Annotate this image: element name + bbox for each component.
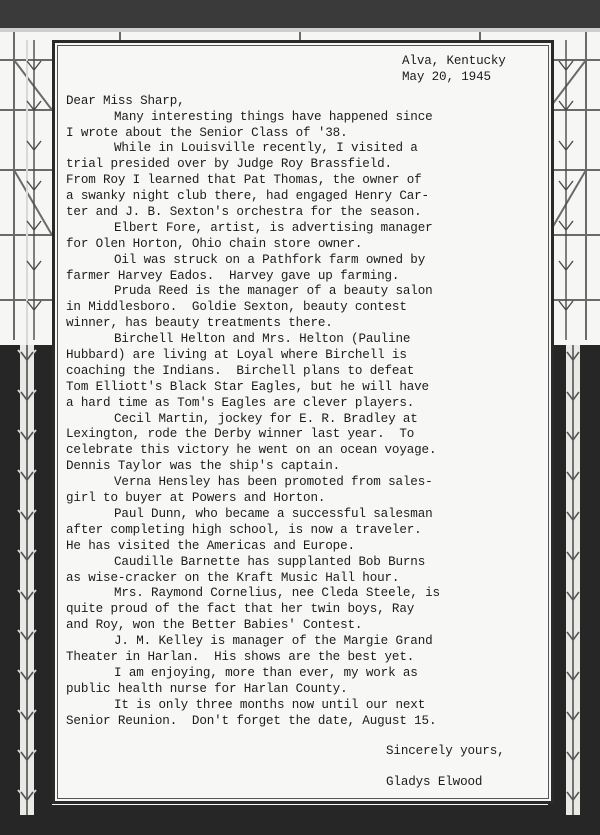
letter-line: Many interesting things have happened since <box>114 109 433 124</box>
letter-signature: Gladys Elwood <box>386 775 483 790</box>
letter-place: Alva, Kentucky <box>402 54 506 68</box>
letter-line: Caudille Barnette has supplanted Bob Burns <box>114 554 426 569</box>
letter-line: While in Louisville recently, I visited a <box>114 141 418 156</box>
letter-line: trial presided over by Judge Roy Brassfield. <box>66 157 392 172</box>
letter-line: Hubbard) are living at Loyal where Birchell is <box>66 348 407 363</box>
letter-line: winner, has beauty treatments there. <box>66 316 333 331</box>
letter-line: ter and J. B. Sexton's orchestra for the season. <box>66 205 422 220</box>
letter-line: He has visited the Americas and Europe. <box>66 538 355 553</box>
letter-line: quite proud of the fact that her twin boys, Ray <box>66 602 415 617</box>
letter-line: girl to buyer at Powers and Horton. <box>66 491 326 506</box>
letter-line: and Roy, won the Better Babies' Contest. <box>66 618 363 633</box>
letter-line: From Roy I learned that Pat Thomas, the owner of <box>66 173 422 188</box>
letter-text <box>66 54 542 791</box>
letter-line: Dennis Taylor was the ship's captain. <box>66 459 341 474</box>
letter-line: Senior Reunion. Don't forget the date, August 15. <box>66 713 437 728</box>
letter-line: Lexington, rode the Derby winner last year. To <box>66 427 415 442</box>
letter-line: Verna Hensley has been promoted from sales- <box>114 475 433 490</box>
letter-line: Theater in Harlan. His shows are the best yet. <box>66 649 415 664</box>
letter-line: I am enjoying, more than ever, my work as <box>114 665 418 680</box>
letter-body <box>66 110 542 730</box>
letter-line: It is only three months now until our next <box>114 697 426 712</box>
letter-line: J. M. Kelley is manager of the Margie Grand <box>114 634 433 649</box>
letter-line: Elbert Fore, artist, is advertising manager <box>114 220 433 235</box>
letter-line: after completing high school, is now a traveler. <box>66 522 422 537</box>
letter-line: celebrate this victory he went on an ocean voyage. <box>66 443 437 458</box>
letter-line: Birchell Helton and Mrs. Helton (Pauline <box>114 332 411 347</box>
letter-line: Pruda Reed is the manager of a beauty salon <box>114 284 433 299</box>
letter-line: as wise-cracker on the Kraft Music Hall hour. <box>66 570 400 585</box>
letter-line: a hard time as Tom's Eagles are clever players. <box>66 395 415 410</box>
letter-line: Mrs. Raymond Cornelius, nee Cleda Steele, is <box>114 586 440 601</box>
letter-line: a swanky night club there, had engaged Henry Car- <box>66 189 429 204</box>
letter-line: Paul Dunn, who became a successful salesman <box>114 506 433 521</box>
letter-closing: Sincerely yours, <box>386 744 505 759</box>
letter-line: Tom Elliott's Black Star Eagles, but he will have <box>66 379 429 394</box>
letter-line: Oil was struck on a Pathfork farm owned by <box>114 252 426 267</box>
letter-line: public health nurse for Harlan County. <box>66 681 348 696</box>
letter-date: May 20, 1945 <box>402 69 491 84</box>
letter-line: for Olen Horton, Ohio chain store owner. <box>66 236 363 251</box>
letter-line: in Middlesboro. Goldie Sexton, beauty contest <box>66 300 407 315</box>
letter-salutation: Dear Miss Sharp, <box>66 93 185 108</box>
letter-line: I wrote about the Senior Class of '38. <box>66 125 348 140</box>
letter-line: coaching the Indians. Birchell plans to defeat <box>66 363 415 378</box>
letter-line: Cecil Martin, jockey for E. R. Bradley at <box>114 411 418 426</box>
letter-line: farmer Harvey Eados. Harvey gave up farming. <box>66 268 400 283</box>
